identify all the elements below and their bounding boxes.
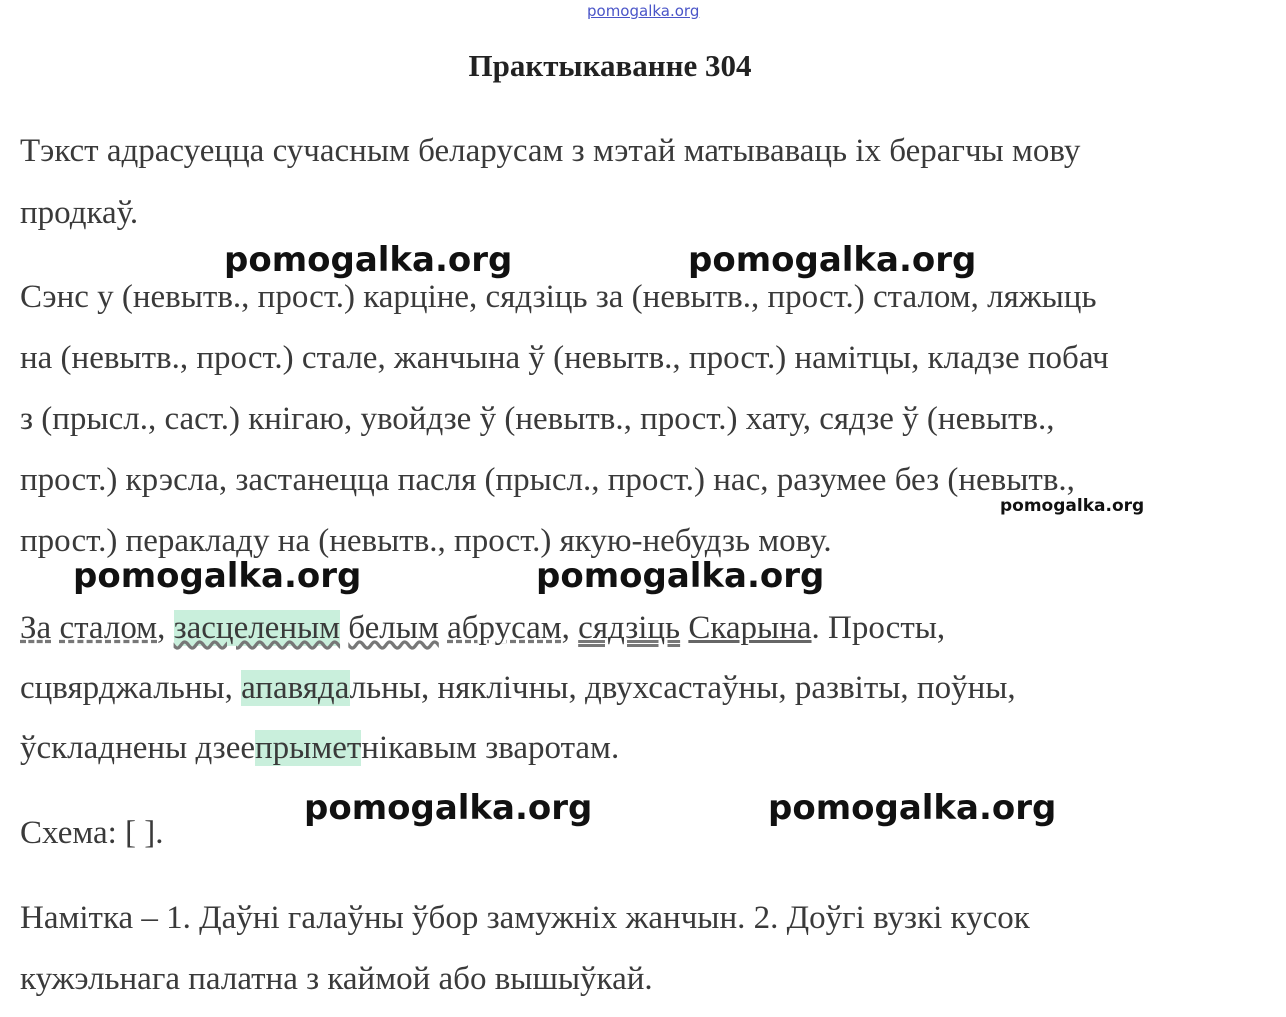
paragraph-2-line-5: прост.) перакладу на (невытв., прост.) якую-небудзь мову. — [20, 523, 832, 559]
watermark-4: pomogalka.org — [73, 556, 362, 596]
predicate-word: сядзіць — [578, 610, 681, 646]
watermark-5: pomogalka.org — [536, 556, 825, 596]
space — [439, 610, 447, 646]
attribute-word: белым — [348, 610, 439, 646]
paragraph-3-line-3-c: нікавым зваротам. — [361, 730, 620, 766]
paragraph-3-line-1-rest: . Просты, — [811, 610, 946, 646]
paragraph-3-line-3-a: ўскладнены дзее — [20, 730, 255, 766]
paragraph-3-line-2 — [20, 670, 1016, 707]
watermark-1: pomogalka.org — [224, 240, 513, 280]
paragraph-1-line-2: продкаў. — [20, 195, 139, 231]
object-word: абрусам — [447, 610, 562, 646]
participle-word: засцеленым — [173, 610, 341, 646]
page-title: Практыкаванне 304 — [468, 48, 752, 83]
paragraph-3-line-3 — [20, 730, 619, 767]
watermark-6: pomogalka.org — [304, 788, 593, 828]
paragraph-2-line-1: Сэнс у (невытв., прост.) карціне, сядзіць за (невытв., прост.) сталом, ляжыць — [20, 279, 1097, 315]
paragraph-1-line-1: Тэкст адрасуецца сучасным беларусам з мэтай матываваць іх берагчы мову — [20, 133, 1081, 169]
subject-word: Скарына — [688, 610, 812, 646]
watermark-7: pomogalka.org — [768, 788, 1057, 828]
paragraph-2-line-3: з (прысл., саст.) кнігаю, увойдзе ў (невытв., прост.) хату, сядзе ў (невытв., — [20, 401, 1055, 437]
highlighted-fragment-2: прымет — [255, 730, 362, 766]
top-watermark-link[interactable]: pomogalka.org — [587, 2, 700, 20]
scheme-line: Схема: [ ]. — [20, 815, 164, 851]
comma: , — [561, 610, 579, 646]
paragraph-2-line-4: прост.) крэсла, застанецца пасля (прысл., прост.) нас, разумее без (невытв., — [20, 462, 1075, 498]
note-line-1: Намітка – 1. Даўні галаўны ўбор замужніх жанчын. 2. Доўгі вузкі кусок — [20, 900, 1030, 936]
paragraph-3-line-2-c: льны, няклічны, двухсастаўны, развіты, поўны, — [349, 670, 1016, 706]
watermark-3: pomogalka.org — [1000, 496, 1145, 516]
paragraph-2-line-2: на (невытв., прост.) стале, жанчына ў (невытв., прост.) намітцы, кладзе побач — [20, 340, 1109, 376]
subject-word-1: За — [20, 610, 52, 646]
paragraph-3-line-2-a: сцвярджальны, — [20, 670, 242, 706]
highlighted-fragment: апавяда — [241, 670, 350, 706]
paragraph-3-line-1 — [20, 610, 945, 647]
comma: , — [157, 610, 174, 646]
watermark-2: pomogalka.org — [688, 240, 977, 280]
note-line-2: кужэльнага палатна з каймой або вышыўкай. — [20, 961, 653, 997]
adverbial-word: сталом — [59, 610, 158, 646]
